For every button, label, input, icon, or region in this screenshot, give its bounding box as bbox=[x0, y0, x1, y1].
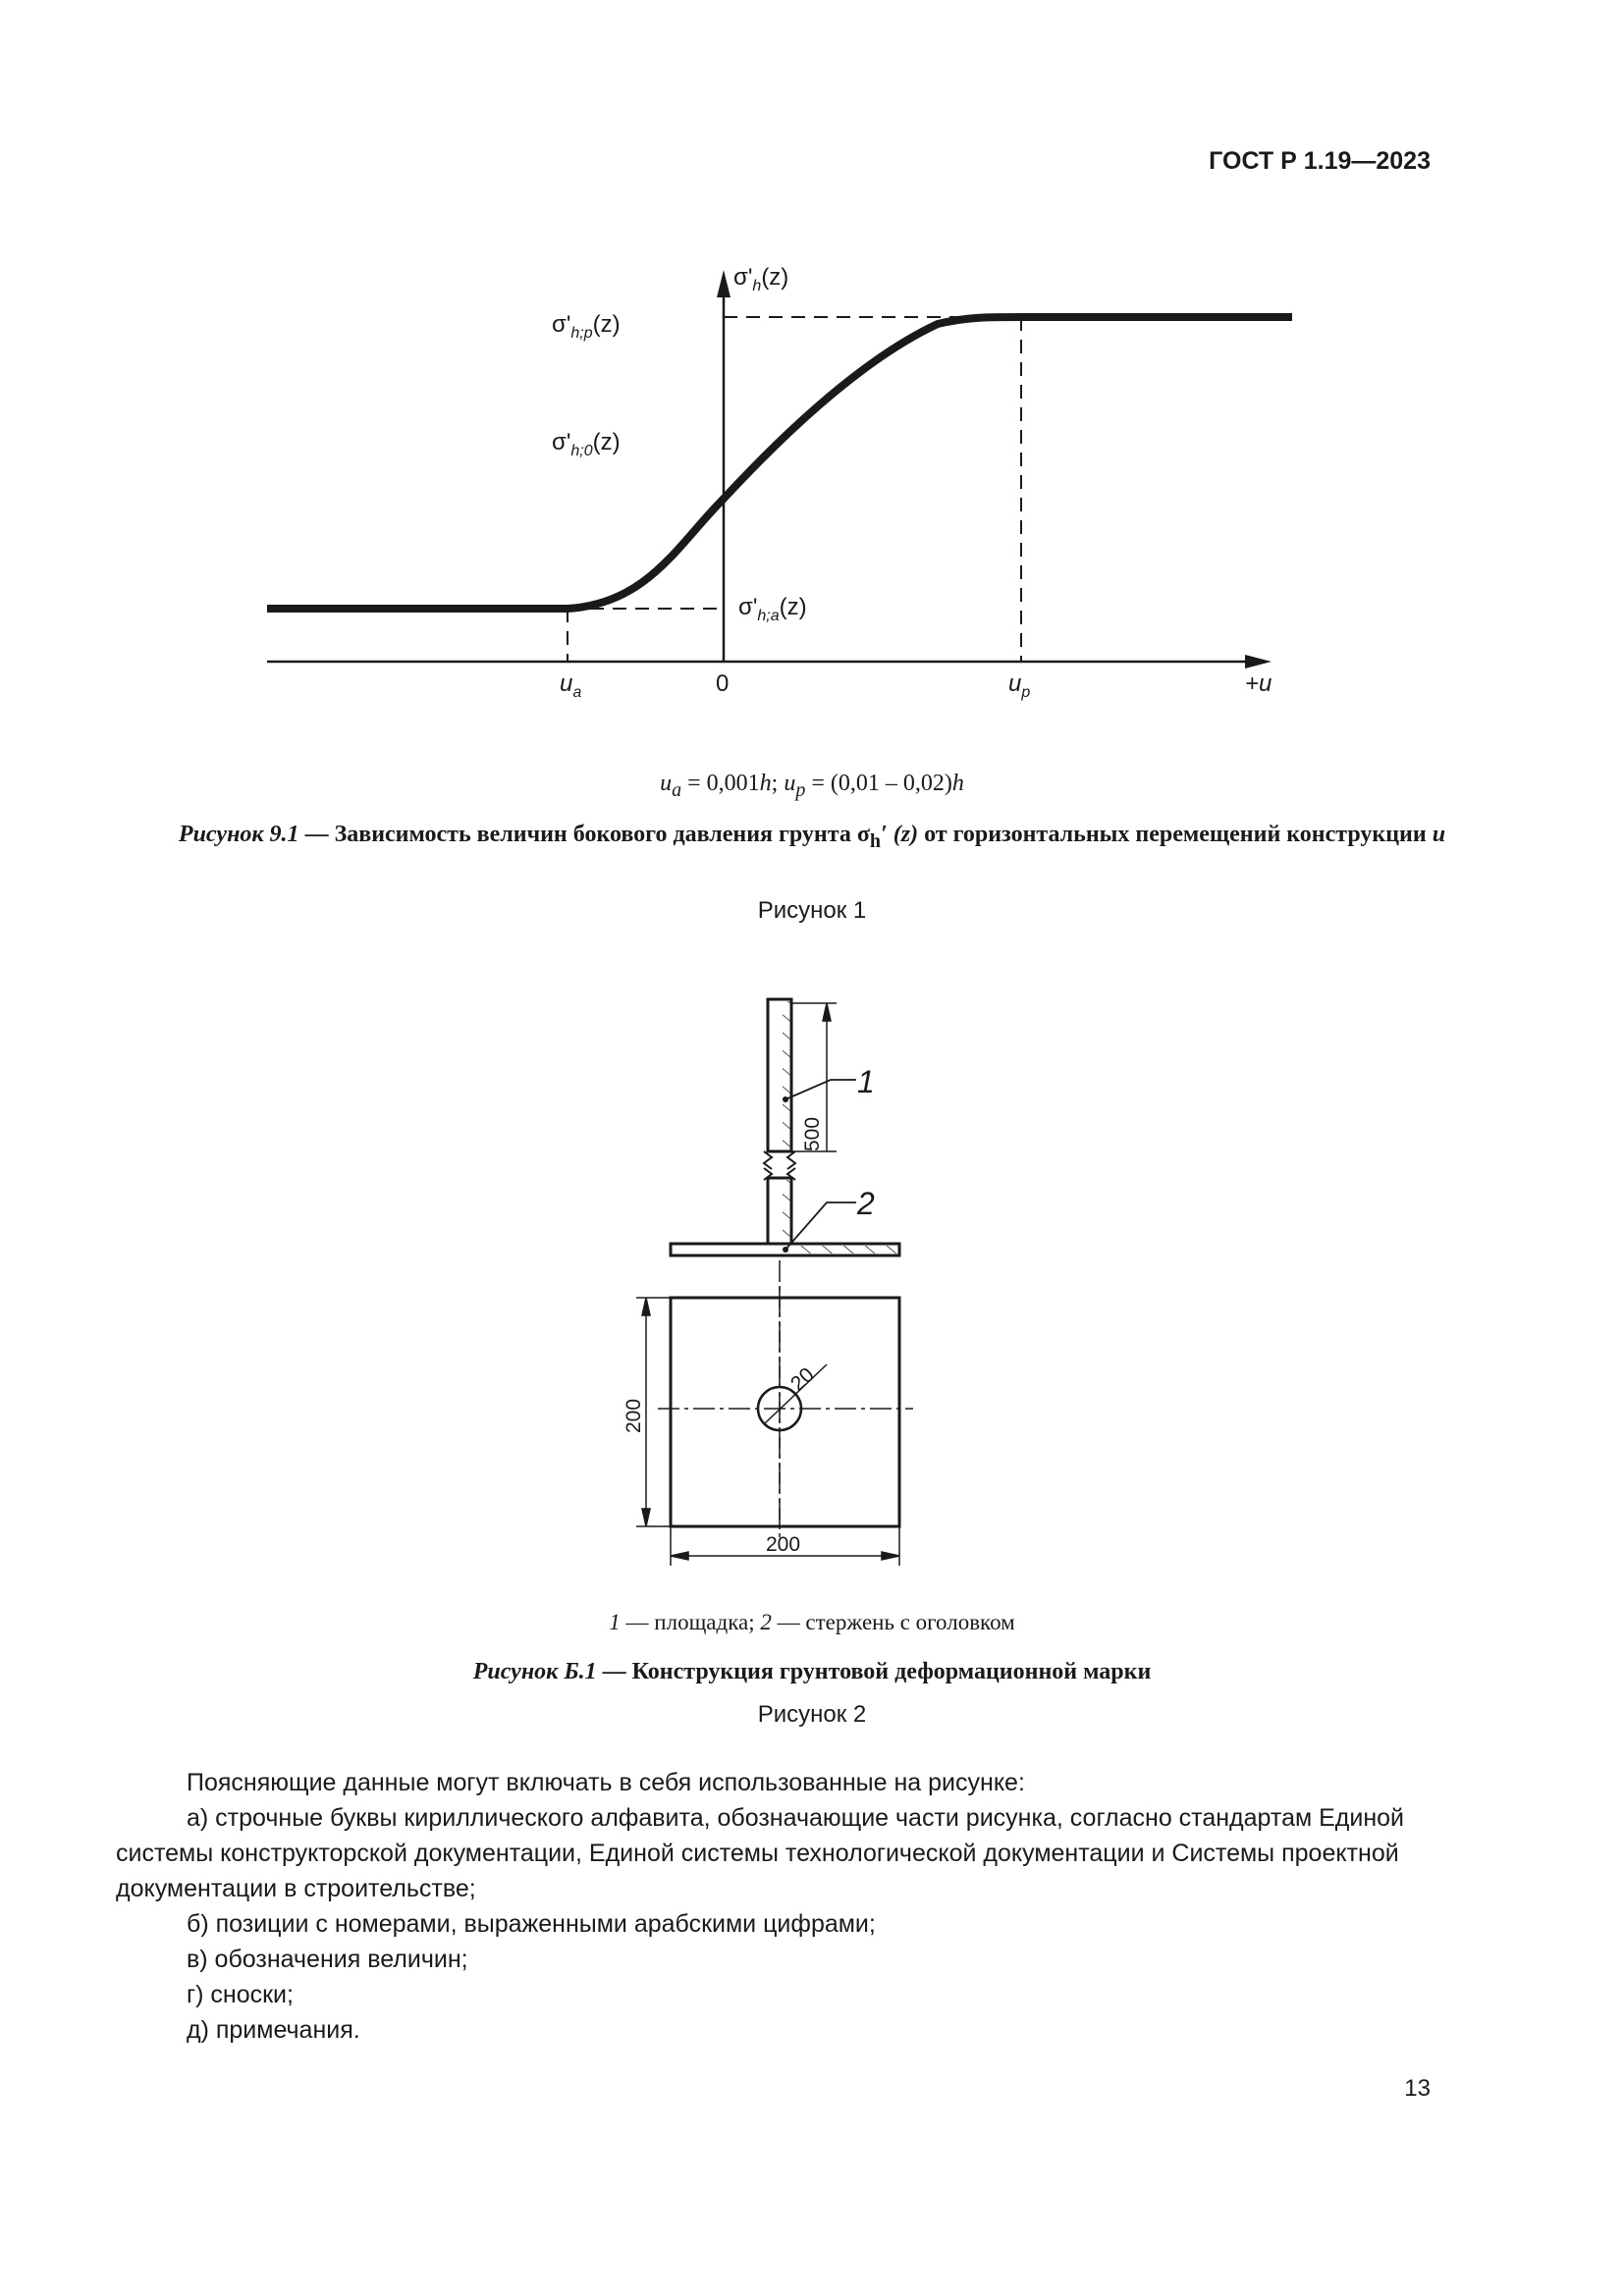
leader-1 bbox=[785, 1080, 856, 1099]
list-item-a: а) строчные буквы кириллического алфавита, обозначающие части рисунка, согласно стандартам Единой системы конструкторской документации, Единой системы технологической документации и Системы проектной документации в строительстве; bbox=[116, 1804, 1405, 1902]
figure-2-caption: Рисунок Б.1 — Конструкция грунтовой деформационной марки bbox=[472, 1659, 1152, 1684]
callout-2: 2 bbox=[857, 1186, 875, 1221]
figure-2-label: Рисунок 2 bbox=[757, 1701, 867, 1728]
list-item-g: г) сноски; bbox=[187, 1981, 294, 2008]
x-axis-label: +u bbox=[1245, 670, 1272, 697]
body-intro: Поясняющие данные могут включать в себя использованные на рисунке: bbox=[187, 1769, 1025, 1796]
rod-upper bbox=[764, 999, 795, 1169]
body-text bbox=[116, 1765, 1432, 2048]
label-sigma-ha: $\sigma'_{h;a}(z)$ bbox=[738, 594, 807, 624]
tick-up: $u_p$ bbox=[1008, 670, 1031, 701]
figure-1-label: Рисунок 1 bbox=[757, 897, 867, 924]
list-item-v: в) обозначения величин; bbox=[187, 1946, 468, 1973]
figure-1-caption: Рисунок 9.1 — Зависимость величин бокового давления грунта $\sigma_h'$ (z) от горизонтальных перемещений конструкции u bbox=[178, 822, 1446, 852]
label-sigma-hp: $\sigma'_{h;p}(z)$ bbox=[552, 311, 621, 342]
page-number: 13 bbox=[1404, 2075, 1431, 2102]
figure-1-formula: $u_a = 0,001h$; $u_p = (0,01 - 0,02)h$ bbox=[660, 771, 964, 801]
dim-200-vertical-label: 200 bbox=[623, 1398, 645, 1433]
list-item-b: б) позиции с номерами, выраженными арабскими цифрами; bbox=[187, 1910, 876, 1938]
y-axis-label: $\sigma'_h(z)$ bbox=[733, 264, 789, 294]
tick-zero: 0 bbox=[716, 670, 730, 697]
figure-2-legend: 1 — площадка; 2 — стержень с оголовком bbox=[609, 1610, 1015, 1634]
label-sigma-h0: $\sigma'_{h;0}(z)$ bbox=[552, 429, 621, 459]
dim-200-horizontal-label: 200 bbox=[766, 1533, 801, 1556]
document-header: ГОСТ Р 1.19—2023 bbox=[1209, 147, 1431, 175]
rod-lower bbox=[764, 1168, 795, 1244]
tick-ua: $u_a$ bbox=[560, 670, 582, 701]
dim-500-label: 500 bbox=[801, 1116, 824, 1151]
callout-1: 1 bbox=[857, 1064, 875, 1099]
dim-20-label: 20 bbox=[785, 1362, 819, 1396]
list-item-d: д) примечания. bbox=[187, 2016, 360, 2044]
base-plate-plan bbox=[671, 1298, 899, 1526]
